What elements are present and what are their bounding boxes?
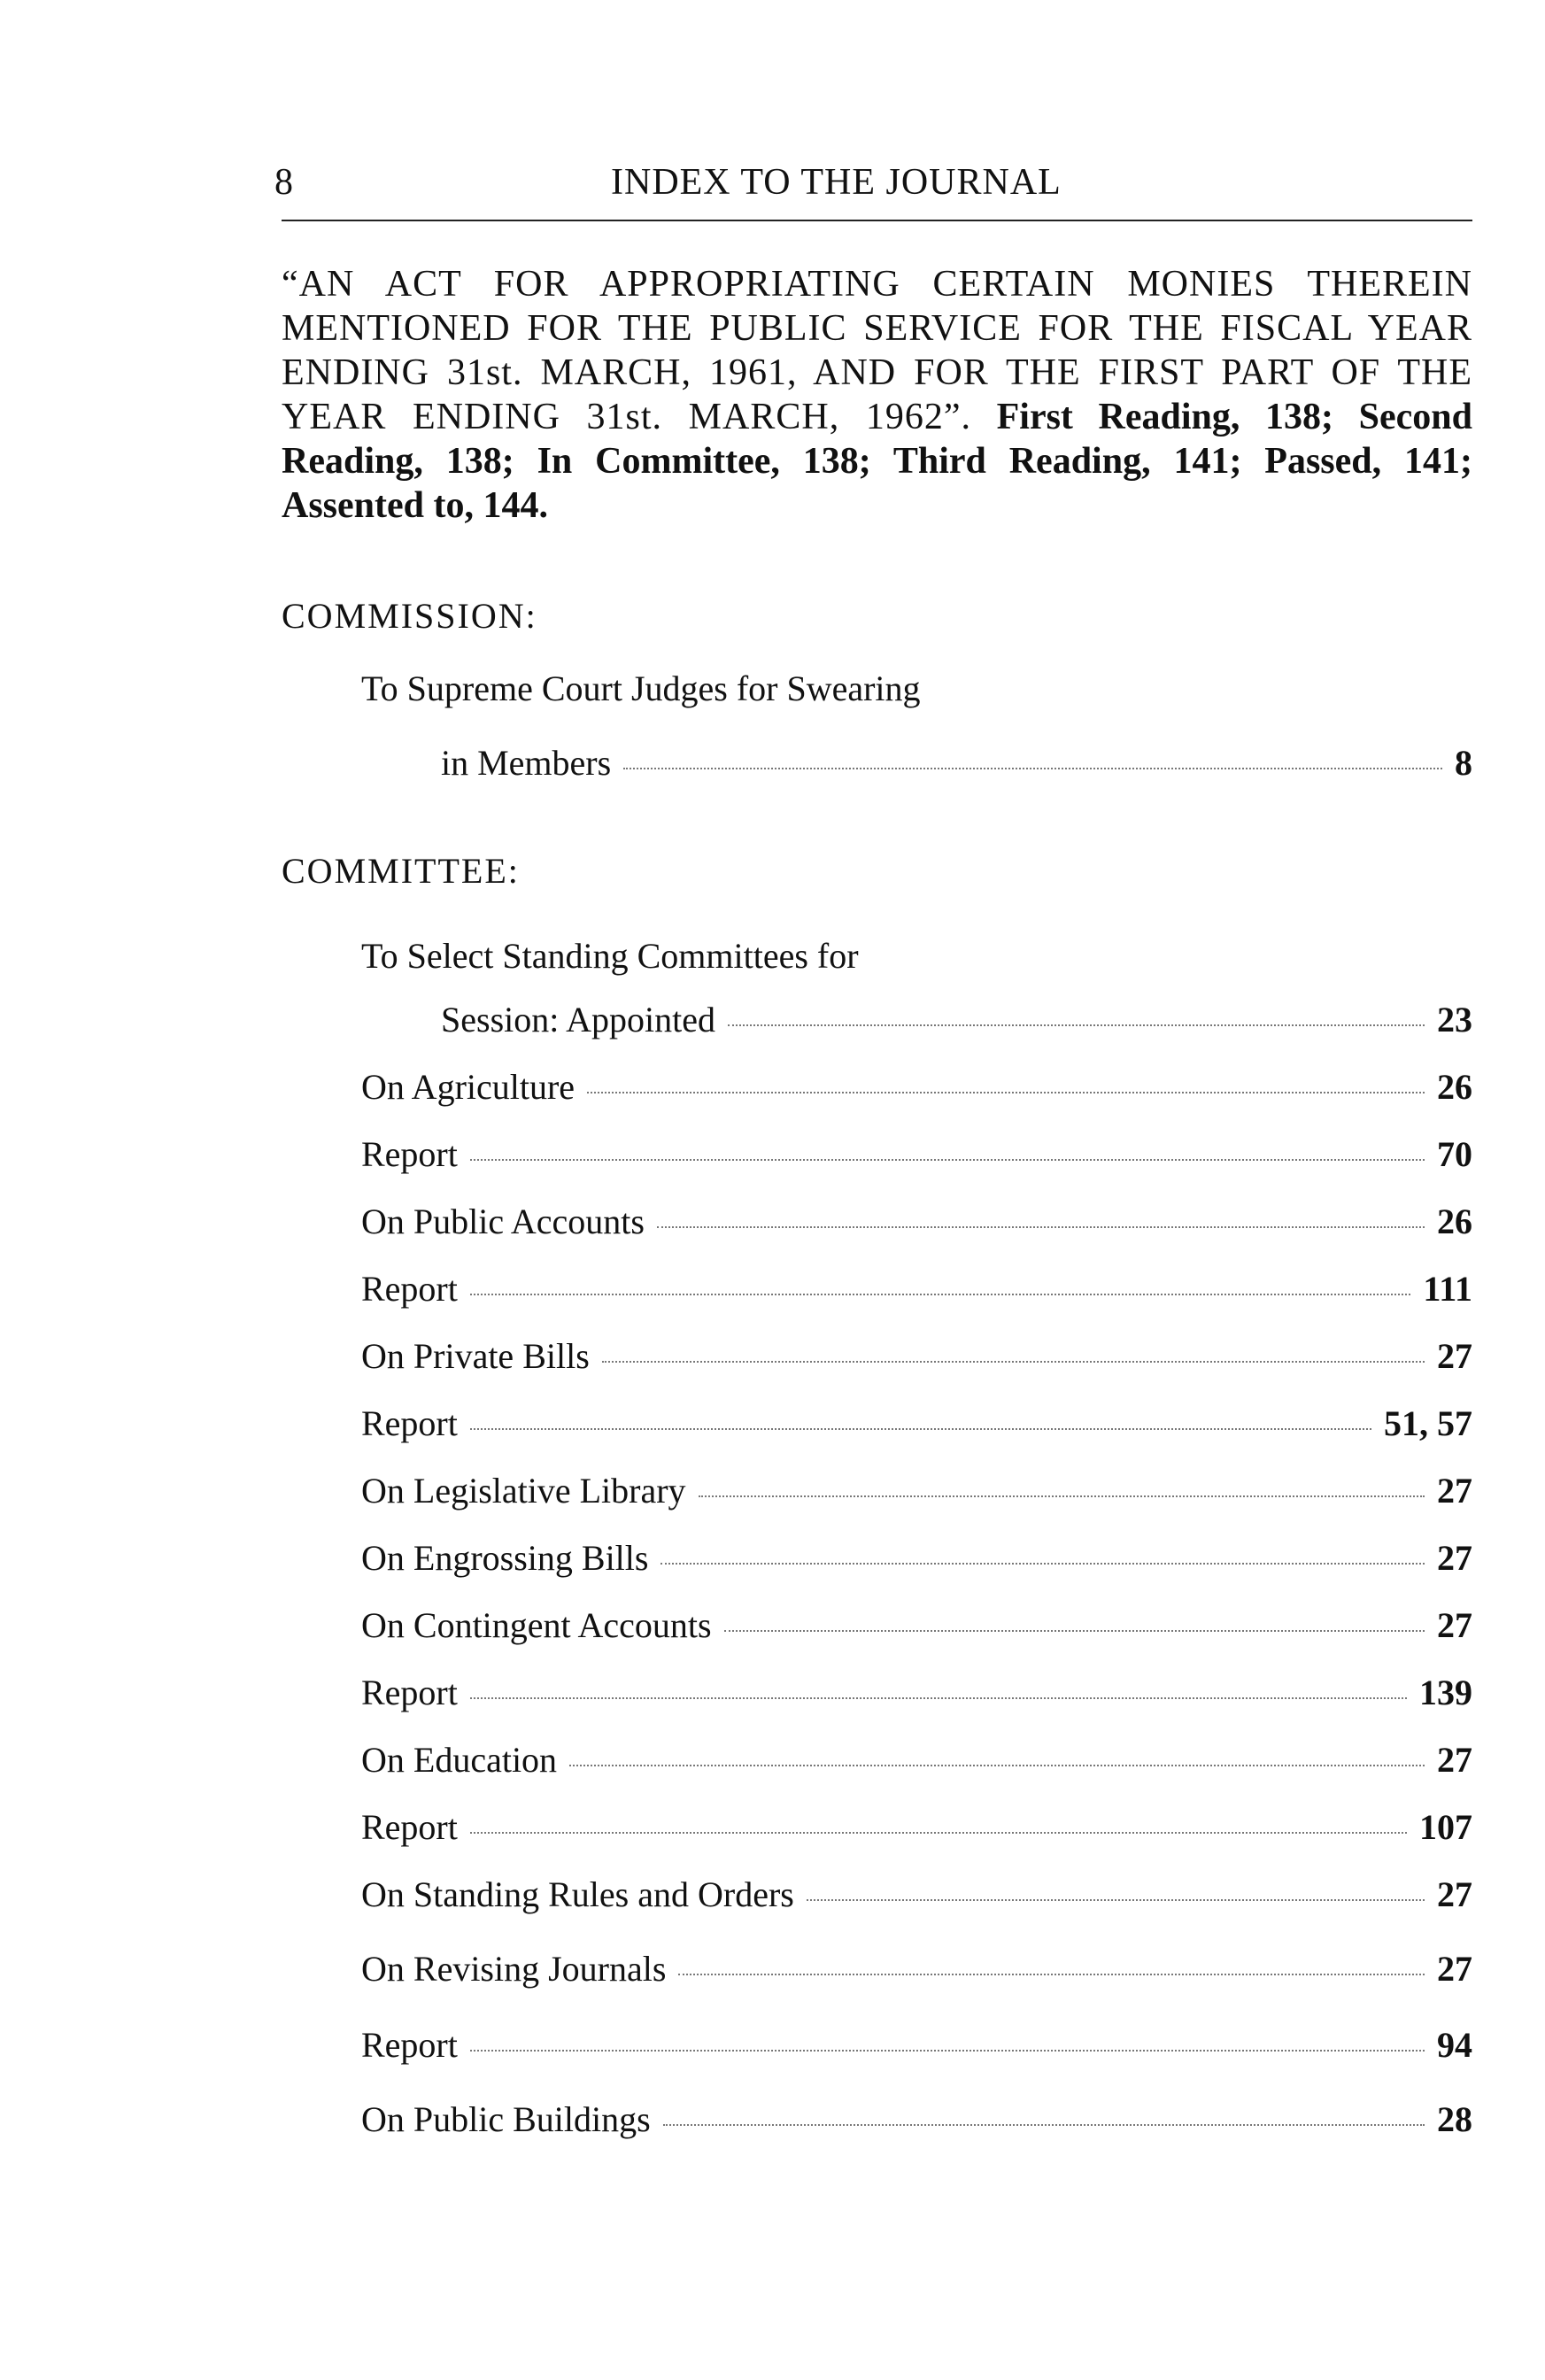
entry-label: On Private Bills [361,1336,590,1376]
dot-leader [470,1294,1411,1295]
committee-entry [361,1672,1472,1716]
entry-label: Report [361,1134,458,1174]
entry-label: Report [361,1807,458,1847]
dot-leader [660,1563,1425,1565]
entry-label: On Contingent Accounts [361,1605,712,1645]
entry-pages: 27 [1437,1471,1472,1511]
header-rule [282,220,1472,221]
entry-pages: 94 [1437,2025,1472,2065]
entry-pages: 27 [1437,1949,1472,1989]
dot-leader [623,768,1442,769]
committee-entry [361,2024,1472,2068]
dot-leader [587,1092,1425,1093]
entry-pages: 26 [1437,1067,1472,1107]
entry-label: On Standing Rules and Orders [361,1874,794,1914]
dot-leader [470,1159,1425,1161]
commission-heading: COMMISSION: [282,596,537,636]
dot-leader [724,1630,1425,1632]
dot-leader [602,1361,1425,1363]
entry-label: On Revising Journals [361,1949,667,1989]
entry-label: On Education [361,1740,558,1780]
entry-pages: 28 [1437,2099,1472,2139]
running-title: INDEX TO THE JOURNAL [611,162,1062,203]
act-entry [282,262,1472,528]
dot-leader [728,1024,1425,1026]
committee-entry [361,1874,1472,1918]
committee-entry [361,1806,1472,1851]
entry-label: On Engrossing Bills [361,1538,649,1578]
entry-pages: 107 [1419,1807,1472,1847]
committee-entry [441,999,1472,1043]
page-number: 8 [274,162,293,203]
entry-label: Report [361,1673,458,1712]
entry-pages: 70 [1437,1134,1472,1174]
committee-entry [361,1201,1472,1245]
dot-leader [657,1226,1425,1228]
entry-label: On Public Buildings [361,2099,651,2139]
dot-leader [470,1428,1371,1430]
entry-pages: 23 [1437,1000,1472,1039]
dot-leader [699,1495,1425,1497]
entry-pages: 27 [1437,1336,1472,1376]
committee-entry [361,1335,1472,1379]
committee-entry [361,1537,1472,1581]
act-title: “AN ACT FOR APPROPRIATING CERTAIN MONIES THEREIN MENTIONED FOR THE PUBLIC SERVICE FOR THE FISCAL YEAR ENDING 31st. MARCH, 1961, AND FOR THE FIRST PART OF THE YEAR ENDING 31st. MARCH, 1962”. [282,264,1472,437]
entry-label: in Members [441,743,612,783]
entry-label: Session: Appointed [441,1000,716,1039]
committee-entry [361,1739,1472,1783]
committee-entry [361,1066,1472,1110]
entry-pages: 27 [1437,1538,1472,1578]
committee-subheading: To Select Standing Committees for [361,936,859,976]
commission-entry [441,742,1472,786]
dot-leader [678,1974,1425,1975]
entry-pages: 26 [1437,1202,1472,1241]
dot-leader [663,2124,1425,2126]
dot-leader [569,1765,1425,1766]
entry-label: On Legislative Library [361,1471,686,1511]
entry-label: On Public Accounts [361,1202,645,1241]
entry-pages: 27 [1437,1874,1472,1914]
entry-label: On Agriculture [361,1067,576,1107]
committee-entry [361,1604,1472,1649]
act-details: First Reading, 138; Second Reading, 138; In Committee, 138; Third Reading, 141; Passed, 141; Assented to, 144. [282,397,1472,526]
dot-leader [470,2050,1425,2052]
entry-pages: 51, 57 [1384,1403,1472,1443]
entry-pages: 27 [1437,1605,1472,1645]
committee-entry [361,1402,1472,1447]
committee-entry [361,1948,1472,1992]
committee-entry [361,1470,1472,1514]
entry-pages: 27 [1437,1740,1472,1780]
commission-subheading: To Supreme Court Judges for Swearing [361,668,921,708]
entry-pages: 8 [1455,743,1472,783]
committee-entry [361,1268,1472,1312]
committee-heading: COMMITTEE: [282,851,520,891]
entry-pages: 139 [1419,1673,1472,1712]
entry-label: Report [361,2025,458,2065]
entry-pages: 111 [1423,1269,1472,1309]
entry-label: Report [361,1269,458,1309]
dot-leader [807,1899,1425,1901]
dot-leader [470,1832,1407,1834]
committee-entry [361,2098,1472,2143]
dot-leader [470,1697,1407,1699]
committee-entry [361,1133,1472,1178]
entry-label: Report [361,1403,458,1443]
